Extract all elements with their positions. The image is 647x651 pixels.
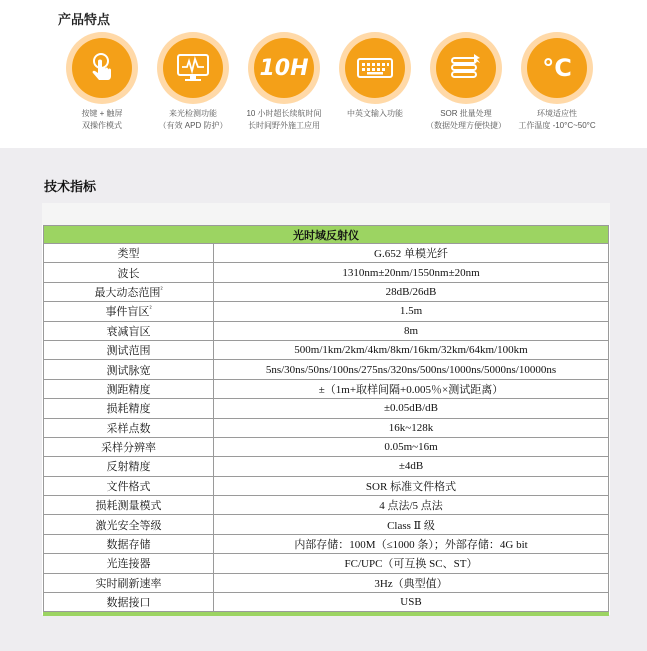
spec-label: 最大动态范围$^{^2}$ [44,282,214,301]
table-row [44,437,609,456]
spec-value: 5ns/30ns/50ns/100ns/275ns/320ns/500ns/1000ns/5000ns/10000ns [214,360,609,379]
table-row [44,360,609,379]
spec-value: ±0.05dB/dB [214,399,609,418]
spec-label: 激光安全等级 [44,515,214,534]
table-row [44,496,609,515]
spec-value: 8m [214,321,609,340]
spec-value: 4 点法/5 点法 [214,496,609,515]
spec-label: 类型 [44,244,214,263]
table-row [44,554,609,573]
spec-value: SOR 标准文件格式 [214,476,609,495]
spec-value: 16k~128k [214,418,609,437]
features-row [57,32,617,142]
spec-label: 光连接器 [44,554,214,573]
touch-hand-icon [84,50,120,86]
feature-light-detect: 来光检测功能 （有效 APD 防护） [148,32,238,132]
table-row [44,418,609,437]
sor-stack-icon [448,52,484,84]
table-row [44,282,609,301]
spec-label: 损耗测量模式 [44,496,214,515]
spec-label: 事件盲区$^{^2}$ [44,302,214,321]
features-section [0,0,647,148]
battery-10h-icon: 10H [259,55,309,81]
table-row [44,573,609,592]
table-row [44,321,609,340]
spec-label: 波长 [44,263,214,282]
specs-table [43,225,609,612]
table-header: 光时域反射仪 [44,226,609,244]
feature-sor: SOR 批量处理 （数据处理方便快捷） [421,32,511,132]
table-row [44,457,609,476]
spec-label: 文件格式 [44,476,214,495]
light-monitor-icon [175,51,211,85]
temperature-icon: °C [542,54,572,82]
spec-value: 1.5m [214,302,609,321]
specs-title: 技术指标 [44,179,97,194]
spec-label: 损耗精度 [44,399,214,418]
table-row [44,534,609,553]
table-row [44,379,609,398]
spec-label: 测试脉宽 [44,360,214,379]
spec-value: ±4dB [214,457,609,476]
spec-value: 0.05m~16m [214,437,609,456]
spec-value: USB [214,593,609,612]
spec-value: FC/UPC（可互换 SC、ST） [214,554,609,573]
feature-temperature: °C 环境适应性 工作温度 -10°C~50°C [512,32,602,132]
spec-label: 数据存储 [44,534,214,553]
features-title: 产品特点 [58,12,111,27]
spec-label: 采样点数 [44,418,214,437]
spec-value: 3Hz（典型值） [214,573,609,592]
spec-label: 测试范围 [44,340,214,359]
feature-touch: 按键 + 触屏 双操作模式 [57,32,147,132]
spec-label: 反射精度 [44,457,214,476]
spec-value: 28dB/26dB [214,282,609,301]
table-row [44,593,609,612]
keyboard-icon [356,55,394,81]
table-row [44,340,609,359]
table-row [44,476,609,495]
table-row [44,263,609,282]
spec-label: 衰减盲区 [44,321,214,340]
table-row [44,244,609,263]
specs-table-card [42,203,610,615]
spec-value: 500m/1km/2km/4km/8km/16km/32km/64km/100km [214,340,609,359]
spec-label: 测距精度 [44,379,214,398]
spec-value: Class Ⅱ 级 [214,515,609,534]
spec-value: 1310nm±20nm/1550nm±20nm [214,263,609,282]
table-row [44,515,609,534]
feature-battery: 10H 10 小时超长续航时间 长时间野外施工应用 [239,32,329,132]
spec-value: G.652 单模光纤 [214,244,609,263]
feature-input: 中英文输入功能 [330,32,420,120]
spec-label: 实时刷新速率 [44,573,214,592]
table-row [44,302,609,321]
spec-value: 内部存储：100M（≤1000 条）；外部存储：4G bit [214,534,609,553]
table-row [44,399,609,418]
table-header-row [44,226,609,244]
spec-value: ±（1m+取样间隔+0.005％×测试距离） [214,379,609,398]
spec-label: 数据接口 [44,593,214,612]
spec-label: 采样分辨率 [44,437,214,456]
